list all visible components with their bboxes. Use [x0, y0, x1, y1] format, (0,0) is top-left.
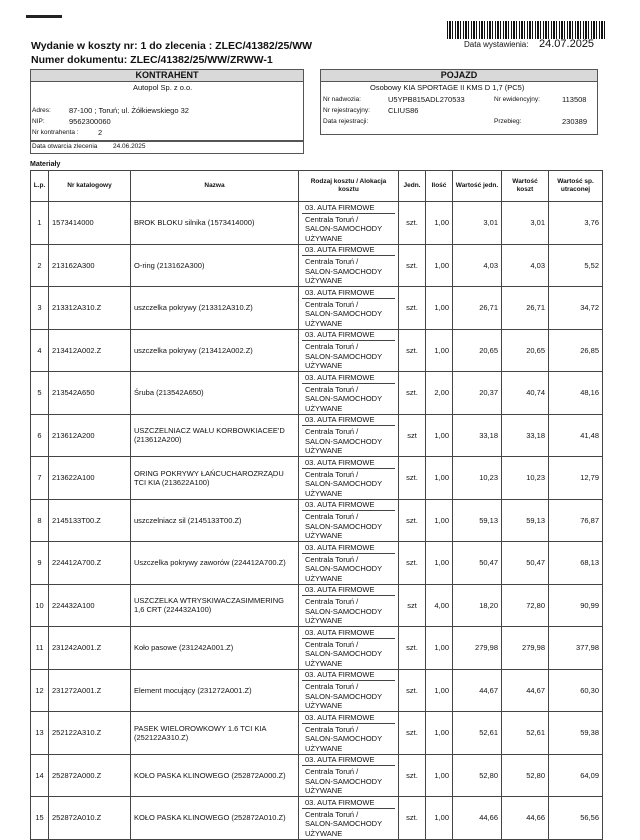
vin-label: Nr nadwozia: [323, 96, 361, 103]
cell-qty: 1,00 [426, 499, 453, 542]
cell-lost-value: 41,48 [549, 414, 603, 457]
cell-cost-value: 52,80 [502, 754, 549, 797]
cell-lp: 10 [31, 584, 49, 627]
regdate-label: Data rejestracji: [323, 118, 369, 125]
cell-name: Element mocujący (231272A001.Z) [131, 669, 299, 712]
cost-type: 03. AUTA FIRMOWE [302, 670, 395, 681]
table-row [31, 372, 603, 415]
cell-lost-value: 59,38 [549, 712, 603, 755]
cell-lost-value: 5,52 [549, 244, 603, 287]
cell-catalog: 213162A300 [49, 244, 131, 287]
cell-cost-value: 3,01 [502, 202, 549, 245]
cell-cost-allocation [299, 287, 399, 330]
cell-catalog: 213622A100 [49, 457, 131, 500]
allocation-line: Centrala Toruń / [305, 639, 359, 649]
cell-qty: 1,00 [426, 414, 453, 457]
allocation-line: SALON-SAMOCHODY [305, 649, 383, 658]
cell-lost-value: 64,09 [549, 754, 603, 797]
allocation-line: SALON-SAMOCHODY [305, 309, 383, 318]
table-row [31, 287, 603, 330]
cell-lp: 2 [31, 244, 49, 287]
cell-unit-value: 3,01 [453, 202, 502, 245]
cell-cost-allocation [299, 372, 399, 415]
cell-catalog: 2145133T00.Z [49, 499, 131, 542]
contractor-nr-label: Nr kontrahenta : [32, 129, 79, 136]
cell-catalog: 231272A001.Z [49, 669, 131, 712]
contractor-name: Autopol Sp. z o.o. [133, 83, 193, 92]
allocation-line: UŻYWANE [305, 616, 343, 625]
cell-unit: szt. [399, 499, 426, 542]
cell-name: PASEK WIELOROWKOWY 1.6 TCI KIA (252122A310.Z) [131, 712, 299, 755]
cell-unit: szt. [399, 457, 426, 500]
cost-type: 03. AUTA FIRMOWE [302, 415, 395, 426]
cell-lp: 13 [31, 712, 49, 755]
vin-value: U5YPB815ADL270533 [388, 95, 465, 104]
table-row [31, 499, 603, 542]
cell-cost-value: 40,74 [502, 372, 549, 415]
cell-lost-value: 76,87 [549, 499, 603, 542]
cell-unit: szt. [399, 329, 426, 372]
issue-date-label: Data wystawienia: [464, 40, 529, 49]
cell-cost-allocation [299, 669, 399, 712]
cost-type: 03. AUTA FIRMOWE [302, 628, 395, 639]
cell-cost-allocation [299, 542, 399, 585]
allocation-line: Centrala Toruń / [305, 682, 359, 691]
cell-qty: 1,00 [426, 457, 453, 500]
cell-unit: szt. [399, 669, 426, 712]
contractor-heading: KONTRAHENT [31, 70, 303, 82]
col-unit: Jedn. [399, 171, 426, 202]
cell-qty: 1,00 [426, 627, 453, 670]
cost-type: 03. AUTA FIRMOWE [302, 798, 395, 809]
cell-unit-value: 26,71 [453, 287, 502, 330]
cell-qty: 1,00 [426, 797, 453, 840]
cell-qty: 1,00 [426, 329, 453, 372]
cell-unit: szt. [399, 754, 426, 797]
allocation-line: UŻYWANE [305, 786, 343, 795]
cell-lp: 9 [31, 542, 49, 585]
evid-value: 113508 [562, 95, 587, 104]
cost-allocation [302, 426, 395, 456]
cell-lp: 12 [31, 669, 49, 712]
table-row [31, 584, 603, 627]
allocation-line: SALON-SAMOCHODY [305, 224, 383, 233]
cell-unit-value: 50,47 [453, 542, 502, 585]
cell-unit-value: 10,23 [453, 457, 502, 500]
col-cost-type: Rodzaj kosztu / Alokacja kosztu [299, 171, 399, 202]
nip-value: 9562300060 [69, 117, 111, 126]
table-header-row [31, 171, 603, 202]
cell-lost-value: 68,13 [549, 542, 603, 585]
cell-qty: 1,00 [426, 754, 453, 797]
cell-unit-value: 52,61 [453, 712, 502, 755]
contractor-nr-value: 2 [98, 128, 103, 137]
cell-catalog: 213412A002.Z [49, 329, 131, 372]
cell-cost-value: 20,65 [502, 329, 549, 372]
vehicle-model: Osobowy KIA SPORTAGE II KMS D 1,7 (PC5) [370, 83, 525, 92]
cell-lp: 1 [31, 202, 49, 245]
cell-unit-value: 33,18 [453, 414, 502, 457]
cost-type: 03. AUTA FIRMOWE [302, 330, 395, 341]
allocation-line: UŻYWANE [305, 318, 343, 328]
table-row [31, 457, 603, 500]
allocation-line: UŻYWANE [305, 701, 343, 710]
cell-cost-value: 33,18 [502, 414, 549, 457]
cell-name: ORING POKRYWY ŁAŃCUCHAROZRZĄDU TCI KIA (213622A100) [131, 457, 299, 500]
cell-name: KOŁO PASKA KLINOWEGO (252872A000.Z) [131, 754, 299, 797]
cell-catalog: 224432A100 [49, 584, 131, 627]
cost-type: 03. AUTA FIRMOWE [302, 245, 395, 256]
allocation-line: Centrala Toruń / [305, 512, 359, 521]
cost-allocation [302, 724, 395, 754]
cell-name: KOŁO PASKA KLINOWEGO (252872A010.Z) [131, 797, 299, 840]
vehicle-heading: POJAZD [321, 70, 597, 82]
col-lp: L.p. [31, 171, 49, 202]
cell-cost-allocation [299, 797, 399, 840]
cell-cost-allocation [299, 202, 399, 245]
col-cost-value: Wartość koszt [502, 171, 549, 202]
cell-cost-value: 52,61 [502, 712, 549, 755]
col-qty: Ilość [426, 171, 453, 202]
allocation-line: Centrala Toruń / [305, 427, 359, 436]
cell-catalog: 252122A310.Z [49, 712, 131, 755]
cell-cost-allocation [299, 414, 399, 457]
cell-unit-value: 59,13 [453, 499, 502, 542]
cost-allocation [302, 511, 395, 541]
barcode [447, 21, 605, 39]
allocation-line: SALON-SAMOCHODY [305, 436, 383, 446]
allocation-line: Centrala Toruń / [305, 767, 359, 776]
cell-unit: szt [399, 584, 426, 627]
cell-lost-value: 377,98 [549, 627, 603, 670]
cell-unit: szt. [399, 542, 426, 585]
cell-catalog: 1573414000 [49, 202, 131, 245]
cell-cost-allocation [299, 329, 399, 372]
cell-qty: 1,00 [426, 202, 453, 245]
cost-type: 03. AUTA FIRMOWE [302, 585, 395, 596]
cell-name: Śruba (213542A650) [131, 372, 299, 415]
col-name: Nazwa [131, 171, 299, 202]
allocation-line: UŻYWANE [305, 361, 343, 370]
cell-cost-value: 50,47 [502, 542, 549, 585]
cell-qty: 2,00 [426, 372, 453, 415]
cell-unit-value: 52,80 [453, 754, 502, 797]
allocation-line: UŻYWANE [305, 403, 343, 413]
cell-qty: 1,00 [426, 287, 453, 330]
cell-cost-value: 4,03 [502, 244, 549, 287]
cell-unit-value: 20,37 [453, 372, 502, 415]
cell-qty: 1,00 [426, 542, 453, 585]
cell-cost-value: 59,13 [502, 499, 549, 542]
cell-unit: szt. [399, 712, 426, 755]
allocation-line: Centrala Toruń / [305, 342, 359, 351]
table-row [31, 244, 603, 287]
cell-catalog: 252872A000.Z [49, 754, 131, 797]
cell-unit-value: 20,65 [453, 329, 502, 372]
cost-allocation [302, 809, 395, 839]
cell-qty: 1,00 [426, 244, 453, 287]
cell-cost-allocation [299, 712, 399, 755]
reg-label: Nr rejestracyjny: [323, 107, 370, 114]
cell-lost-value: 3,76 [549, 202, 603, 245]
allocation-line: SALON-SAMOCHODY [305, 606, 383, 616]
allocation-line: Centrala Toruń / [305, 469, 359, 479]
allocation-line: UŻYWANE [305, 446, 343, 455]
order-date-value: 24.06.2025 [113, 143, 146, 150]
allocation-line: UŻYWANE [305, 531, 343, 540]
cell-lost-value: 56,56 [549, 797, 603, 840]
cost-type: 03. AUTA FIRMOWE [302, 543, 395, 554]
address-label: Adres: [32, 107, 51, 114]
cell-cost-value: 44,66 [502, 797, 549, 840]
cell-unit-value: 279,98 [453, 627, 502, 670]
cost-allocation [302, 681, 395, 711]
cost-type: 03. AUTA FIRMOWE [302, 458, 395, 469]
cell-lost-value: 60,30 [549, 669, 603, 712]
table-row [31, 542, 603, 585]
table-row [31, 797, 603, 840]
allocation-line: UŻYWANE [305, 828, 343, 838]
cost-type: 03. AUTA FIRMOWE [302, 713, 395, 724]
cell-name: O-ring (213162A300) [131, 244, 299, 287]
cell-lp: 5 [31, 372, 49, 415]
allocation-line: SALON-SAMOCHODY [305, 819, 383, 828]
cell-name: uszczelniacz sil (2145133T00.Z) [131, 499, 299, 542]
cell-unit: szt. [399, 202, 426, 245]
cell-lp: 8 [31, 499, 49, 542]
allocation-line: Centrala Toruń / [305, 809, 359, 819]
table-row [31, 414, 603, 457]
allocation-line: Centrala Toruń / [305, 214, 359, 224]
cell-catalog: 231242A001.Z [49, 627, 131, 670]
cell-lost-value: 26,85 [549, 329, 603, 372]
cell-lost-value: 90,99 [549, 584, 603, 627]
cell-lp: 4 [31, 329, 49, 372]
table-row [31, 202, 603, 245]
cell-lp: 11 [31, 627, 49, 670]
allocation-line: SALON-SAMOCHODY [305, 521, 383, 531]
cell-lost-value: 48,16 [549, 372, 603, 415]
cell-name: USZCZELKA WTRYSKIWACZASIMMERING 1,6 CRT (224432A100) [131, 584, 299, 627]
top-mark [26, 15, 62, 18]
cell-lp: 7 [31, 457, 49, 500]
cell-qty: 4,00 [426, 584, 453, 627]
table-row [31, 329, 603, 372]
cell-cost-value: 279,98 [502, 627, 549, 670]
cell-unit: szt [399, 414, 426, 457]
allocation-line: SALON-SAMOCHODY [305, 691, 383, 701]
document-title: Wydanie w koszty nr: 1 do zlecenia : ZLEC/41382/25/WW [31, 40, 313, 52]
cell-cost-allocation [299, 499, 399, 542]
cell-lost-value: 34,72 [549, 287, 603, 330]
cell-cost-value: 44,67 [502, 669, 549, 712]
allocation-line: Centrala Toruń / [305, 554, 359, 564]
cost-allocation [302, 299, 395, 329]
cost-type: 03. AUTA FIRMOWE [302, 288, 395, 299]
order-date-label: Data otwarcia zlecenia [32, 143, 98, 150]
allocation-line: SALON-SAMOCHODY [305, 776, 383, 786]
table-row [31, 627, 603, 670]
reg-value: CLIUS86 [388, 106, 419, 115]
allocation-line: Centrala Toruń / [305, 384, 359, 394]
col-lost-value: Wartość sp. utraconej [549, 171, 603, 202]
issue-date: 24.07.2025 [539, 38, 595, 50]
cell-cost-allocation [299, 457, 399, 500]
allocation-line: UŻYWANE [305, 233, 343, 243]
materials-table [30, 170, 603, 840]
col-unit-value: Wartość jedn. [453, 171, 502, 202]
cell-unit: szt. [399, 627, 426, 670]
nip-label: NIP: [32, 118, 45, 125]
cell-lp: 3 [31, 287, 49, 330]
mileage-label: Przebieg: [494, 118, 522, 125]
allocation-line: SALON-SAMOCHODY [305, 266, 383, 276]
allocation-line: SALON-SAMOCHODY [305, 479, 383, 488]
cost-type: 03. AUTA FIRMOWE [302, 500, 395, 511]
cost-type: 03. AUTA FIRMOWE [302, 755, 395, 766]
cell-cost-value: 10,23 [502, 457, 549, 500]
col-catalog: Nr katalogowy [49, 171, 131, 202]
cell-name: uszczelka pokrywy (213412A002.Z) [131, 329, 299, 372]
allocation-line: Centrala Toruń / [305, 597, 359, 606]
cell-unit: szt. [399, 287, 426, 330]
cell-name: uszczelka pokrywy (213312A310.Z) [131, 287, 299, 330]
cell-unit-value: 4,03 [453, 244, 502, 287]
cost-allocation [302, 554, 395, 584]
cell-name: Uszczelka pokrywy zaworów (224412A700.Z) [131, 542, 299, 585]
cost-allocation [302, 596, 395, 626]
allocation-line: UŻYWANE [305, 276, 343, 285]
cost-allocation [302, 766, 395, 796]
allocation-line: Centrala Toruń / [305, 299, 359, 309]
cell-catalog: 213542A650 [49, 372, 131, 415]
cell-cost-allocation [299, 244, 399, 287]
cell-name: USZCZELNIACZ WAŁU KORBOWKIACEE'D (213612A200) [131, 414, 299, 457]
cell-lost-value: 12,79 [549, 457, 603, 500]
allocation-line: UŻYWANE [305, 743, 343, 753]
mileage-value: 230389 [562, 117, 588, 126]
cell-cost-value: 72,80 [502, 584, 549, 627]
cost-allocation [302, 214, 395, 244]
cost-type: 03. AUTA FIRMOWE [302, 203, 395, 214]
address-value: 87-100 ; Toruń; ul. Żółkiewskiego 32 [69, 106, 189, 115]
cost-allocation [302, 384, 395, 414]
allocation-line: UŻYWANE [305, 488, 343, 498]
cell-catalog: 224412A700.Z [49, 542, 131, 585]
cost-allocation [302, 469, 395, 499]
cell-name: Koło pasowe (231242A001.Z) [131, 627, 299, 670]
allocation-line: SALON-SAMOCHODY [305, 564, 383, 573]
cell-lp: 14 [31, 754, 49, 797]
document-number: Numer dokumentu: ZLEC/41382/25/WW/ZRWW-1 [31, 54, 273, 66]
cell-catalog: 213612A200 [49, 414, 131, 457]
cell-unit: szt. [399, 372, 426, 415]
allocation-line: UŻYWANE [305, 658, 343, 668]
cost-type: 03. AUTA FIRMOWE [302, 373, 395, 384]
cell-cost-allocation [299, 584, 399, 627]
table-row [31, 669, 603, 712]
cell-unit-value: 18,20 [453, 584, 502, 627]
allocation-line: SALON-SAMOCHODY [305, 734, 383, 743]
cell-name: BROK BLOKU silnika (1573414000) [131, 202, 299, 245]
cell-lp: 6 [31, 414, 49, 457]
cost-allocation [302, 341, 395, 371]
cell-unit-value: 44,67 [453, 669, 502, 712]
cell-lp: 15 [31, 797, 49, 840]
cell-catalog: 252872A010.Z [49, 797, 131, 840]
cell-unit-value: 44,66 [453, 797, 502, 840]
cost-allocation [302, 639, 395, 669]
cell-catalog: 213312A310.Z [49, 287, 131, 330]
materials-title: Materiały [30, 161, 61, 168]
cell-cost-allocation [299, 627, 399, 670]
allocation-line: UŻYWANE [305, 573, 343, 583]
allocation-line: SALON-SAMOCHODY [305, 394, 383, 403]
cell-qty: 1,00 [426, 712, 453, 755]
cell-cost-value: 26,71 [502, 287, 549, 330]
cell-qty: 1,00 [426, 669, 453, 712]
evid-label: Nr ewidencyjny: [494, 96, 540, 103]
allocation-line: Centrala Toruń / [305, 257, 359, 266]
table-row [31, 754, 603, 797]
allocation-line: SALON-SAMOCHODY [305, 351, 383, 361]
allocation-line: Centrala Toruń / [305, 724, 359, 734]
cell-unit: szt. [399, 244, 426, 287]
cost-allocation [302, 256, 395, 286]
cell-unit: szt. [399, 797, 426, 840]
table-row [31, 712, 603, 755]
cell-cost-allocation [299, 754, 399, 797]
